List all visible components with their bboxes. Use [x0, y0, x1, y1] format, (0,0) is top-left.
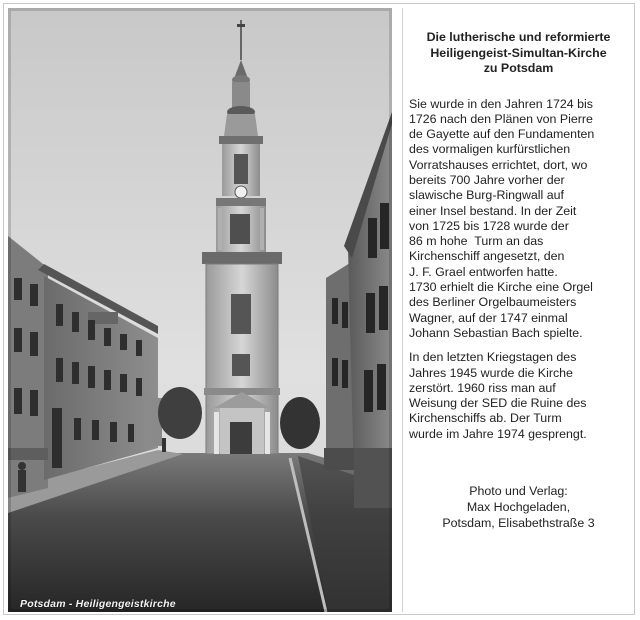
paragraph-line: Vorratshauses errichtet, dort, wo — [409, 157, 588, 172]
title-line: Die lutherische und reformierte — [426, 30, 611, 44]
paragraph-line: einer Insel bestand. In der Zeit — [409, 203, 577, 218]
paragraph-line: 86 m hohe Turm an das — [409, 234, 544, 249]
paragraph-line: 1730 erhielt die Kirche eine Orgel — [409, 280, 593, 295]
publisher-credits — [409, 484, 628, 531]
credit-line: Potsdam, Elisabethstraße 3 — [442, 515, 595, 530]
paragraph-line: J. F. Grael entworfen hatte. — [409, 264, 558, 279]
credit-line: Photo und Verlag: — [469, 484, 568, 499]
title-line: Heiligengeist-Simultan-Kirche — [430, 45, 607, 60]
paragraph-line: Wagner, auf der 1747 einmal — [409, 310, 568, 325]
credit-line: Max Hochgeladen, — [466, 499, 571, 514]
description-title — [409, 30, 628, 77]
destruction-paragraph — [409, 350, 628, 442]
description-panel — [402, 8, 632, 612]
paragraph-line: Johann Sebastian Bach spielte. — [409, 325, 583, 340]
paragraph-line: Weisung der SED die Ruine des — [409, 396, 587, 411]
paragraph-line: wurde im Jahre 1974 gesprengt. — [409, 426, 587, 441]
paragraph-line: de Gayette auf den Fundamenten — [409, 127, 595, 142]
photo-caption: Potsdam - Heiligengeistkirche — [20, 598, 176, 610]
paragraph-line: Kirchenschiffs ab. Der Turm — [409, 411, 562, 426]
paragraph-line: In den letzten Kriegstagen des — [409, 350, 577, 365]
paragraph-line: Kirchenschiff angesetzt, den — [409, 249, 565, 264]
paragraph-line: bereits 700 Jahre vorher der — [409, 172, 565, 187]
church-photo — [8, 8, 392, 612]
title-line: zu Potsdam — [483, 61, 554, 75]
paragraph-line: Sie wurde in den Jahren 1724 bis — [409, 96, 593, 111]
photo-illustration — [8, 8, 392, 612]
paragraph-line: 1726 nach den Plänen von Pierre — [409, 111, 593, 126]
paragraph-line: slawische Burg-Ringwall auf — [409, 188, 564, 203]
paragraph-line: des vormaligen kurfürstlichen — [409, 142, 571, 157]
paragraph-line: Jahres 1945 wurde die Kirche — [409, 365, 573, 380]
paragraph-line: des Berliner Orgelbaumeisters — [409, 295, 577, 310]
paragraph-line: zerstört. 1960 riss man auf — [409, 380, 556, 395]
history-paragraph — [409, 97, 628, 342]
paragraph-line: von 1725 bis 1728 wurde der — [409, 218, 569, 233]
